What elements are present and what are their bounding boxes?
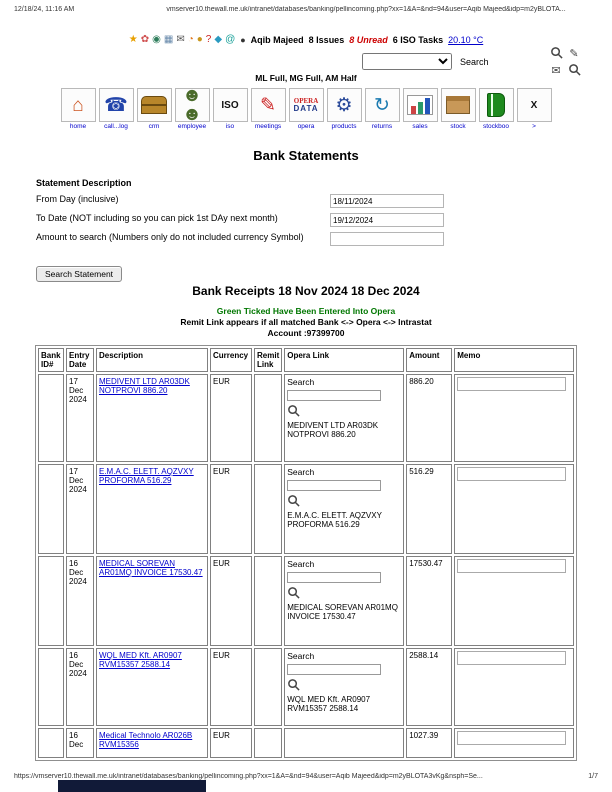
app-item-sales[interactable]	[403, 88, 438, 130]
memo-cell	[454, 728, 574, 758]
memo-input[interactable]	[457, 467, 566, 481]
remit-link-cell	[254, 556, 282, 646]
permissions-line: ML Full, MG Full, AM Half	[255, 73, 357, 83]
remit-link-cell	[254, 648, 282, 726]
description-link[interactable]: E.M.A.C. ELETT. AQZVXY PROFORMA 516.29	[99, 467, 194, 485]
app-item-stockbook[interactable]	[479, 88, 514, 130]
app-item-label: home	[69, 123, 87, 130]
app-item-opera[interactable]	[289, 88, 324, 130]
app-item-label: sales	[412, 123, 428, 130]
people-icon: ☻☻	[175, 88, 210, 122]
amount-cell: 2588.14	[406, 648, 452, 726]
description-cell	[96, 728, 208, 758]
memo-cell	[454, 374, 574, 462]
amount-cell: 886.20	[406, 374, 452, 462]
to-date-label: To Date (NOT including so you can pick 1st DAy next month)	[36, 213, 278, 223]
entry-date-cell: 16 Dec 2024	[66, 648, 94, 726]
opera-search-label: Search	[287, 467, 315, 477]
swirl-icon[interactable]: @	[225, 34, 236, 45]
app-item-home[interactable]	[61, 88, 96, 130]
app-item-employee[interactable]	[175, 88, 210, 130]
status-bar	[0, 35, 612, 45]
table-header-row	[38, 348, 574, 372]
account-number: Account :97399700	[267, 328, 345, 338]
page-title: Bank Statements	[253, 148, 359, 163]
gears-icon: ⚙	[327, 88, 362, 122]
gem-icon[interactable]: ◆	[214, 34, 223, 45]
app-item-label: returns	[371, 123, 393, 130]
app-item-excel[interactable]	[517, 88, 552, 130]
search-category-select[interactable]	[362, 53, 452, 70]
x-icon: X	[517, 88, 552, 122]
opera-match-text: MEDICAL SOREVAN AR01MQ INVOICE 17530.47	[287, 603, 398, 621]
search-icon[interactable]	[550, 46, 563, 64]
from-day-input[interactable]	[330, 194, 444, 208]
currency-cell: EUR	[210, 464, 252, 554]
phone-icon: ☎	[99, 88, 134, 122]
search-label[interactable]: Search	[460, 56, 489, 67]
cut-off-element	[58, 780, 206, 792]
edit-icon[interactable]: ✎	[569, 48, 579, 60]
opera-search-input[interactable]	[287, 572, 381, 583]
app-item-stock[interactable]	[441, 88, 476, 130]
statement-form	[36, 178, 456, 282]
to-date-input[interactable]	[330, 213, 444, 227]
description-link[interactable]: MEDICAL SOREVAN AR01MQ INVOICE 17530.47	[99, 559, 203, 577]
globe-icon[interactable]: ◉	[152, 34, 161, 45]
app-item-label: meetings	[254, 123, 282, 130]
app-item-products[interactable]	[327, 88, 362, 130]
status-icons	[129, 35, 235, 45]
app-item-returns[interactable]	[365, 88, 400, 130]
col-opera-link: Opera Link	[284, 348, 404, 372]
entry-date-cell: 17 Dec 2024	[66, 464, 94, 554]
amount-cell: 516.29	[406, 464, 452, 554]
help-icon[interactable]: ?	[205, 34, 212, 45]
description-cell	[96, 374, 208, 462]
star-icon[interactable]: ★	[128, 34, 138, 45]
opera-data-logo: OPERA DATA	[289, 88, 324, 122]
col-currency: Currency	[210, 348, 252, 372]
memo-input[interactable]	[457, 377, 566, 391]
col-remit-link: Remit Link	[254, 348, 282, 372]
temperature-link[interactable]: 20.10 °C	[448, 35, 484, 45]
bank-id-cell	[38, 648, 64, 726]
calendar-icon[interactable]: ▦	[163, 34, 174, 45]
description-cell	[96, 464, 208, 554]
memo-cell	[454, 556, 574, 646]
app-item-iso[interactable]	[213, 88, 248, 130]
memo-input[interactable]	[457, 731, 566, 745]
opera-link-cell	[284, 648, 404, 726]
app-item-label: call...log	[104, 123, 128, 130]
opera-link-cell	[284, 374, 404, 462]
receipts-notes	[0, 306, 612, 339]
app-item-label: employee	[177, 123, 207, 130]
app-item-label: >	[532, 123, 536, 130]
opera-search-input[interactable]	[287, 480, 381, 491]
issues-count[interactable]: 8 Issues	[308, 35, 345, 45]
col-bank-id: Bank ID#	[38, 348, 64, 372]
remit-link-cell	[254, 464, 282, 554]
opera-match-text: E.M.A.C. ELETT. AQZVXY PROFORMA 516.29	[287, 511, 382, 529]
user-name: Aqib Majeed	[250, 35, 304, 45]
bank-id-cell	[38, 464, 64, 554]
description-link[interactable]: Medical Technolo AR026B RVM15356	[99, 731, 193, 749]
search-controls	[362, 53, 489, 70]
from-day-label: From Day (inclusive)	[36, 194, 119, 204]
app-item-label: opera	[297, 123, 315, 130]
print-url: vmserver10.thewall.me.uk/intranet/databases/banking/pellincoming.php?xx=1&A=&nd=94&user=Aqib Majeed&idp=m2yBLOTA...	[166, 6, 566, 13]
receipts-title: Bank Receipts 18 Nov 2024 18 Dec 2024	[192, 284, 420, 298]
home-icon: ⌂	[61, 88, 96, 122]
description-cell	[96, 556, 208, 646]
currency-cell: EUR	[210, 648, 252, 726]
app-item-label: stock	[450, 123, 466, 130]
app-item-label: crm	[148, 123, 160, 130]
currency-cell: EUR	[210, 728, 252, 758]
search-statement-button[interactable]: Search Statement	[36, 266, 122, 282]
opera-search-label: Search	[287, 559, 315, 569]
footer-page-number: 1/7	[588, 773, 598, 780]
memo-input[interactable]	[457, 651, 566, 665]
description-cell	[96, 648, 208, 726]
app-item-crm[interactable]	[137, 88, 172, 130]
currency-cell: EUR	[210, 374, 252, 462]
flower-icon[interactable]: ✿	[140, 34, 150, 45]
print-header	[14, 6, 598, 13]
table-row	[38, 374, 574, 462]
remit-link-cell	[254, 728, 282, 758]
note-green: Green Ticked Have Been Entered Into Opera	[216, 306, 396, 316]
app-item-label: products	[331, 123, 357, 130]
opera-link-cell	[284, 556, 404, 646]
treasure-chest-icon	[137, 88, 172, 122]
print-datetime: 12/18/24, 11:16 AM	[14, 6, 75, 13]
amount-cell: 17530.47	[406, 556, 452, 646]
entry-date-cell: 16 Dec 2024	[66, 556, 94, 646]
coin-icon[interactable]: ●	[196, 34, 203, 45]
opera-link-cell	[284, 464, 404, 554]
opera-match-text: MEDIVENT LTD AR03DK NOTPROVI 886.20	[287, 421, 379, 439]
opera-search-label: Search	[287, 651, 315, 661]
unread-count[interactable]: 8 Unread	[349, 35, 388, 45]
bank-id-cell	[38, 728, 64, 758]
currency-cell: EUR	[210, 556, 252, 646]
book-icon	[479, 88, 514, 122]
opera-search-input[interactable]	[287, 664, 381, 675]
form-section-label: Statement Description	[36, 178, 132, 188]
opera-search-icon[interactable]	[287, 404, 401, 419]
memo-input[interactable]	[457, 559, 566, 573]
remit-link-cell	[254, 374, 282, 462]
print-footer	[14, 773, 598, 780]
app-item-meetings[interactable]	[251, 88, 286, 130]
app-item-label: stockboo	[482, 123, 510, 130]
table-row	[38, 556, 574, 646]
app-item-label: iso	[225, 123, 235, 130]
opera-link-cell	[284, 728, 404, 758]
clock-icon[interactable]: ◔	[187, 34, 194, 45]
note-remit: Remit Link appears if all matched Bank <-> Opera <-> Intrastat	[180, 317, 432, 327]
entry-date-cell: 17 Dec 2024	[66, 374, 94, 462]
receipts-table	[35, 345, 577, 761]
app-toolbar	[0, 88, 612, 130]
opera-search-icon[interactable]	[287, 586, 401, 601]
opera-search-input[interactable]	[287, 390, 381, 401]
opera-search-icon[interactable]	[287, 494, 401, 509]
bank-id-cell	[38, 374, 64, 462]
amount-cell: 1027.39	[406, 728, 452, 758]
receipts-table-body	[38, 374, 574, 758]
amount-search-input[interactable]	[330, 232, 444, 246]
iso-tasks-count[interactable]: 6 ISO Tasks	[392, 35, 444, 45]
table-row	[38, 728, 574, 758]
opera-search-icon[interactable]	[287, 678, 401, 693]
description-link[interactable]: WQL MED Kft. AR0907 RVM15357 2588.14	[99, 651, 182, 669]
memo-cell	[454, 648, 574, 726]
amount-search-label: Amount to search (Numbers only do not included currency Symbol)	[36, 232, 304, 242]
table-row	[38, 464, 574, 554]
table-row	[38, 648, 574, 726]
description-link[interactable]: MEDIVENT LTD AR03DK NOTPROVI 886.20	[99, 377, 190, 395]
memo-cell	[454, 464, 574, 554]
bank-id-cell	[38, 556, 64, 646]
iso-badge-icon: ISO	[213, 88, 248, 122]
recycle-arrows-icon: ↻	[365, 88, 400, 122]
footer-url: https://vmserver10.thewall.me.uk/intranet/databases/banking/pellincoming.php?xx=1&A=&nd=94&user=Aqib Majeed&idp=m2yBLOTA3vKg&nsph=Se...	[14, 773, 483, 780]
col-memo: Memo	[454, 348, 574, 372]
col-amount: Amount	[406, 348, 452, 372]
app-item-call-log[interactable]	[99, 88, 134, 130]
opera-search-label: Search	[287, 377, 315, 387]
mail-icon[interactable]: ✉	[551, 65, 561, 77]
box-icon	[441, 88, 476, 122]
col-description: Description	[96, 348, 208, 372]
col-entry-date: Entry Date	[66, 348, 94, 372]
chart-icon	[403, 88, 438, 122]
entry-date-cell: 16 Dec	[66, 728, 94, 758]
pencil-notes-icon: ✎	[251, 88, 286, 122]
opera-match-text: WQL MED Kft. AR0907 RVM15357 2588.14	[287, 695, 371, 713]
mail-icon[interactable]: ✉	[176, 34, 185, 45]
user-icon: ●	[240, 35, 246, 45]
